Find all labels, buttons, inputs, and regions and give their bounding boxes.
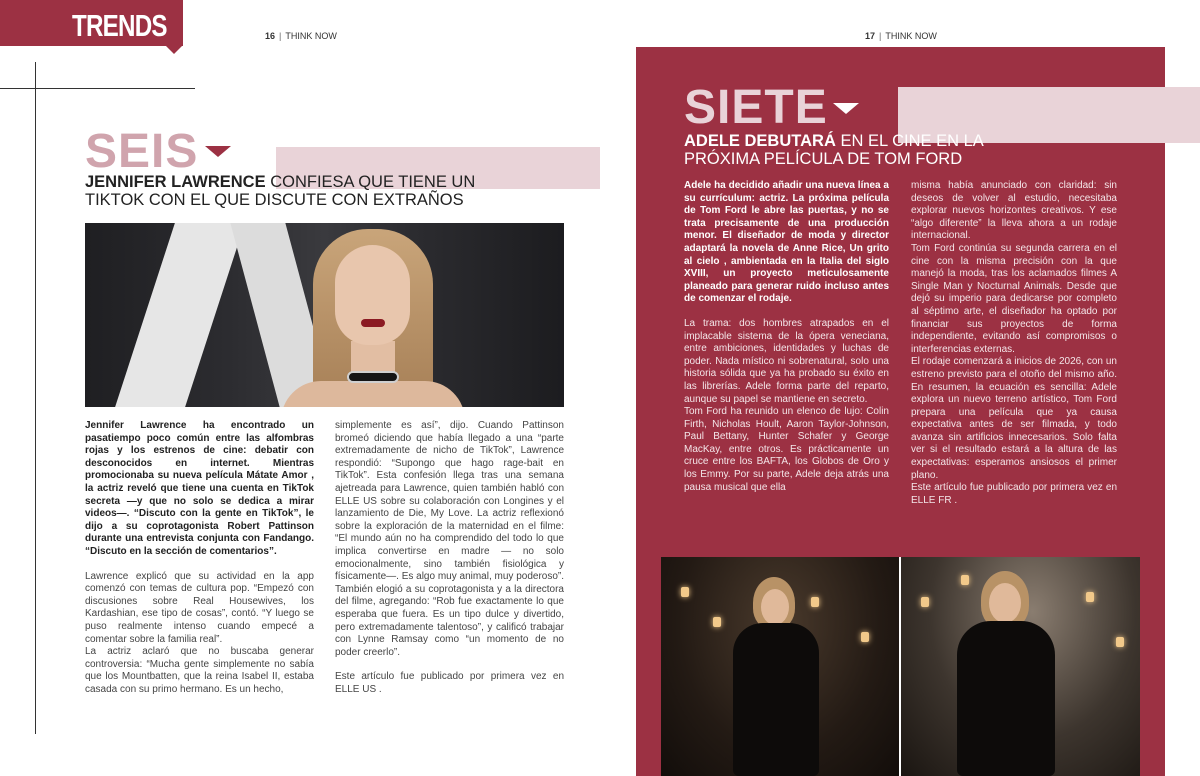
left-folio: 16 | THINK NOW bbox=[265, 31, 337, 41]
right-article-credit: Este artículo fue publicado por primera vez en ELLE FR . bbox=[911, 482, 1117, 506]
right-page-number: 17 bbox=[865, 31, 876, 41]
right-article-subhead bbox=[684, 132, 984, 168]
left-article-paragraph: Lawrence explicó que su actividad en la app comenzó con temas de cultura pop. “Empezó con discusiones sobre Real Housewives, los Kardashian, ese tipo de cosas”, contó. “Y luego se puso realmente intenso cuando empecé a comentar sobre la familia real”. bbox=[85, 570, 314, 645]
left-horizontal-rule bbox=[0, 88, 195, 89]
left-subhead-rest: CONFIESA QUE TIENE UN TIKTOK CON EL QUE DISCUTE CON EXTRAÑOS bbox=[85, 173, 476, 209]
right-article-column-2 bbox=[911, 180, 1117, 507]
jennifer-lawrence-photo bbox=[85, 223, 564, 407]
right-article-lead: Adele ha decidido añadir una nueva línea a su currículum: actriz. La próxima película de Tom Ford le abre las puertas, y no se trata precisamente de una producción menor. El diseñador de moda y director adaptará la novela de Anne Rice, Un grito al cielo , ambientada en la Italia del siglo XVIII, un proyecto meticulosamente planeado para generar ruido incluso antes de comenzar el rodaje. bbox=[684, 180, 889, 305]
right-article-paragraph: El rodaje comenzará a inicios de 2026, con un estreno previsto para el otoño del mismo año. En resumen, la ecuación es sencilla: Adele explora un nuevo terreno artístico, Tom Ford prepara una película que ya causa expectativa antes de ser filmada, y todo avanza sin artificios innecesarios. Solo falta ver si el resultado estará a la altura de las expectativas: esperamos ansiosos el primer plano. bbox=[911, 356, 1117, 481]
left-article-paragraph: simplemente es así”, dijo. Cuando Pattinson bromeó diciendo que había llegado a una “parte extremadamente de nicho de TikTok”, Lawrence respondió: “Supongo que hago rage-bait en TikTok”. Esta confesión llega tras una semana ajetreada para Lawrence, quien también habló con ELLE US sobre su colaboración con Longines y el lanzamiento de Die, My Love. La actriz reflexionó sobre la exploración de la maternidad en el filme: “El mundo aún no ha comprendido del todo lo que implica convertirse en madre — no solo emocionalmente, sino también fisiológica y físicamente—. Es algo muy animal, muy poderoso”. También elogió a su coprotagonista y a la directora del filme, agregando: “Rob fue exactamente lo que esperaba que fuera. Es un tipo dulce y divertido, pero extremadamente talentoso”, y calificó trabajar con Lynne Ramsay como “un momento de no poder creerlo”. bbox=[335, 420, 564, 658]
right-folio: 17 | THINK NOW bbox=[865, 31, 937, 41]
right-article-number-title: SIETE bbox=[684, 81, 828, 134]
left-article-paragraph: La actriz aclaró que no buscaba generar controversia: “Mucha gente simplemente no sabía que los Mountbatten, que la reina Isabel II, estaba casada con su primo hermano. Es un hecho, bbox=[85, 646, 314, 695]
right-article-paragraph: La trama: dos hombres atrapados en el implacable sistema de la ópera veneciana, entre ambiciones, identidades y luchas de poder. Nada místico ni sobrenatural, solo una historia sólida que ya ha probado su éxito en las librerías. Adele forma parte del reparto, aunque su papel se mantiene en secreto. bbox=[684, 317, 889, 405]
left-triangle-icon bbox=[205, 146, 231, 157]
left-article-column-1 bbox=[85, 420, 314, 696]
right-article-paragraph: misma había anunciado con claridad: sin deseos de volver al estudio, necesitaba explorar nuevos horizontes creativos. Y ese “algo diferente” la lleva ahora a un rodaje internacional. bbox=[911, 180, 1117, 242]
left-subhead-strong: JENNIFER LAWRENCE bbox=[85, 173, 266, 191]
adele-photo bbox=[661, 557, 1140, 776]
left-vertical-rule bbox=[35, 62, 36, 734]
right-subhead-strong: ADELE DEBUTARÁ bbox=[684, 132, 836, 150]
left-article-column-2 bbox=[335, 420, 564, 696]
right-subhead-rest: EN EL CINE EN LA PRÓXIMA PELÍCULA DE TOM FORD bbox=[684, 132, 983, 168]
right-magazine-name: THINK NOW bbox=[885, 31, 937, 41]
left-page-number: 16 bbox=[265, 31, 276, 41]
section-tab bbox=[0, 0, 183, 46]
left-article-subhead bbox=[85, 173, 505, 209]
left-magazine-name: THINK NOW bbox=[285, 31, 337, 41]
right-article-paragraph: Tom Ford continúa su segunda carrera en el cine con la misma precisión con la que manejó la moda, tras los aclamados filmes A Single Man y Nocturnal Animals. Desde que dejó su imperio para dedicarse por completo al séptimo arte, el diseñador ha optado por financiar sus proyectos de forma independiente, evitando así compromisos o interferencias externas. bbox=[911, 242, 1117, 355]
right-article-column-1 bbox=[684, 180, 889, 494]
left-article-credit: Este artículo fue publicado por primera vez en ELLE US . bbox=[335, 671, 564, 695]
section-label: TRENDS bbox=[72, 8, 167, 43]
left-article-number-title: SEIS bbox=[85, 125, 199, 178]
right-triangle-icon bbox=[833, 103, 859, 114]
right-article-paragraph: Tom Ford ha reunido un elenco de lujo: Colin Firth, Nicholas Hoult, Aaron Taylor-Johnson, Paul Bettany, Hunter Schafer y George MacKay, entre otros. Es prácticamente un cruce entre los BAFTA, los Globos de Oro y los Emmy. Por su parte, Adele deja atrás una pausa musical que ella bbox=[684, 406, 889, 493]
left-article-lead: Jennifer Lawrence ha encontrado un pasatiempo poco común entre las alfombras rojas y los estrenos de cine: debatir con desconocidos en internet. Mientras promocionaba su nueva película Mátate Amor , la actriz reveló que tiene una cuenta en TikTok secreta —y que no solo se dedica a mirar videos—. “Discuto con la gente en TikTok”, le dijo a su coprotagonista Robert Pattinson durante una entrevista conjunta con Fandango. “Discuto en la sección de comentarios”. bbox=[85, 420, 314, 557]
